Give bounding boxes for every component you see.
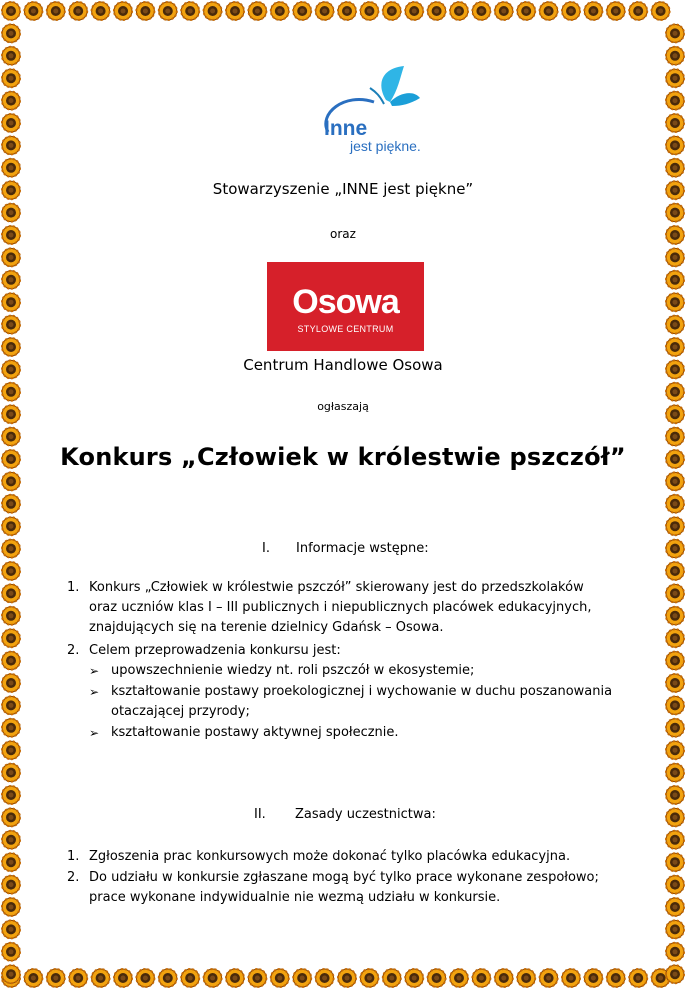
sunflower-icon — [666, 965, 684, 983]
sunflower-icon — [666, 360, 684, 378]
sunflower-icon — [2, 47, 20, 65]
sunflower-icon — [666, 764, 684, 782]
sunflower-icon — [666, 226, 684, 244]
sunflower-icon — [666, 674, 684, 692]
sunflower-icon — [666, 540, 684, 558]
list-text: oraz uczniów klas I – III publicznych i niepublicznych placówek edukacyjnych, — [89, 600, 592, 615]
sunflower-icon — [2, 540, 20, 558]
sunflower-icon — [2, 853, 20, 871]
sunflower-icon — [666, 136, 684, 154]
sunflower-icon — [2, 517, 20, 535]
sunflower-icon — [666, 920, 684, 938]
sunflower-icon — [666, 428, 684, 446]
inne-logo-line1: Inne — [324, 117, 368, 140]
sunflower-icon — [2, 472, 20, 490]
list-text: Do udziału w konkursie zgłaszane mogą być tylko prace wykonane zespołowo; — [89, 870, 599, 885]
sunflower-icon — [666, 831, 684, 849]
sunflower-icon — [2, 383, 20, 401]
sunflower-icon — [2, 204, 20, 222]
sunflower-icon — [2, 741, 20, 759]
sunflower-icon — [666, 405, 684, 423]
sunflower-icon — [666, 383, 684, 401]
section-1-title: Informacje wstępne: — [296, 541, 429, 556]
organization-name: Stowarzyszenie „INNE jest piękne” — [212, 180, 474, 198]
sunflower-icon — [2, 495, 20, 513]
butterfly-icon — [370, 66, 420, 106]
sunflower-icon — [2, 159, 20, 177]
sunflower-icon — [2, 786, 20, 804]
sunflower-icon — [2, 584, 20, 602]
sunflower-icon — [666, 607, 684, 625]
sunflower-icon — [2, 316, 20, 334]
sunflower-icon — [666, 248, 684, 266]
sunflower-icon — [2, 607, 20, 625]
sunflower-icon — [666, 204, 684, 222]
sunflower-icon — [666, 786, 684, 804]
sunflower-icon — [666, 271, 684, 289]
sunflower-icon — [666, 159, 684, 177]
and-text: oraz — [330, 227, 356, 241]
sunflower-icon — [2, 360, 20, 378]
section-2-title: Zasady uczestnictwa: — [295, 807, 436, 822]
osowa-logo — [267, 262, 424, 351]
list-text: prace wykonane indywidualnie nie wezmą udziału w konkursie. — [89, 890, 501, 905]
sunflower-icon — [666, 92, 684, 110]
list-text: Celem przeprowadzenia konkursu jest: — [89, 643, 341, 658]
sunflower-icon — [666, 316, 684, 334]
section-2-numeral: II. — [254, 807, 266, 822]
sunflower-icon — [2, 808, 20, 826]
arrow-bullet-icon: ➢ — [89, 664, 100, 678]
sunflower-icon — [2, 965, 20, 983]
sunflower-icon — [666, 853, 684, 871]
sunflower-icon — [2, 764, 20, 782]
sunflower-icon — [666, 696, 684, 714]
sunflower-icon — [666, 562, 684, 580]
list-number: 2. — [67, 643, 80, 658]
sunflower-icon — [666, 517, 684, 535]
sunflower-icon — [666, 293, 684, 311]
sunflower-icon — [666, 47, 684, 65]
list-number: 1. — [67, 580, 80, 595]
sunflower-icon — [2, 181, 20, 199]
list-text: Konkurs „Człowiek w królestwie pszczół” skierowany jest do przedszkolaków — [89, 580, 584, 595]
sunflower-icon — [2, 69, 20, 87]
sunflower-icon — [2, 450, 20, 468]
bullet-text: kształtowanie postawy proekologicznej i wychowanie w duchu poszanowania — [111, 684, 613, 699]
sunflower-icon — [666, 652, 684, 670]
bullet-text: kształtowanie postawy aktywnej społecznie. — [111, 725, 399, 740]
sunflower-icon — [666, 741, 684, 759]
sunflower-icon — [666, 584, 684, 602]
sunflower-icon — [666, 472, 684, 490]
list-number: 2. — [67, 870, 80, 885]
sunflower-icon — [666, 876, 684, 894]
sunflower-icon — [666, 24, 684, 42]
sunflower-icon — [2, 629, 20, 647]
sunflower-icon — [2, 24, 20, 42]
partner-name: Centrum Handlowe Osowa — [243, 356, 443, 374]
sunflower-icon — [2, 92, 20, 110]
sunflower-icon — [2, 652, 20, 670]
sunflower-icon — [666, 898, 684, 916]
section-1-numeral: I. — [262, 541, 270, 556]
sunflower-icon — [2, 293, 20, 311]
sunflower-icon — [2, 248, 20, 266]
bullet-text: otaczającej przyrody; — [111, 704, 250, 719]
sunflower-icon — [666, 69, 684, 87]
sunflower-icon — [2, 719, 20, 737]
sunflower-icon — [2, 920, 20, 938]
list-text: Zgłoszenia prac konkursowych może dokonać tylko placówka edukacyjna. — [89, 849, 571, 864]
sunflower-icon — [666, 114, 684, 132]
osowa-logo-subtitle: STYLOWE CENTRUM — [297, 324, 394, 334]
sunflower-icon — [666, 629, 684, 647]
sunflower-icon — [2, 696, 20, 714]
sunflower-icon — [2, 271, 20, 289]
bullet-text: upowszechnienie wiedzy nt. roli pszczół w ekosystemie; — [111, 663, 475, 678]
announce-text: ogłaszają — [317, 400, 369, 413]
sunflower-icon — [2, 562, 20, 580]
sunflower-icon — [666, 338, 684, 356]
sunflower-icon — [2, 136, 20, 154]
sunflower-icon — [2, 428, 20, 446]
sunflower-icon — [666, 181, 684, 199]
sunflower-icon — [2, 898, 20, 916]
sunflower-icon — [2, 338, 20, 356]
arrow-bullet-icon: ➢ — [89, 685, 100, 699]
inne-logo — [314, 62, 454, 158]
sunflower-icon — [2, 674, 20, 692]
sunflower-icon — [2, 831, 20, 849]
osowa-logo-name: Osowa — [292, 283, 399, 321]
list-number: 1. — [67, 849, 80, 864]
sunflower-icon — [666, 943, 684, 961]
sunflower-icon — [2, 943, 20, 961]
contest-title: Konkurs „Człowiek w królestwie pszczół” — [60, 443, 626, 471]
sunflower-icon — [666, 495, 684, 513]
sunflower-icon — [666, 719, 684, 737]
sunflower-icon — [2, 114, 20, 132]
sunflower-icon — [2, 2, 20, 20]
sunflower-icon — [2, 226, 20, 244]
sunflower-icon — [666, 450, 684, 468]
arrow-bullet-icon: ➢ — [89, 726, 100, 740]
list-text: znajdujących się na terenie dzielnicy Gdańsk – Osowa. — [89, 620, 444, 635]
sunflower-icon — [2, 405, 20, 423]
sunflower-icon — [666, 808, 684, 826]
sunflower-icon — [2, 876, 20, 894]
inne-logo-line2: jest piękne. — [350, 138, 421, 154]
sunflower-icon — [652, 2, 670, 20]
